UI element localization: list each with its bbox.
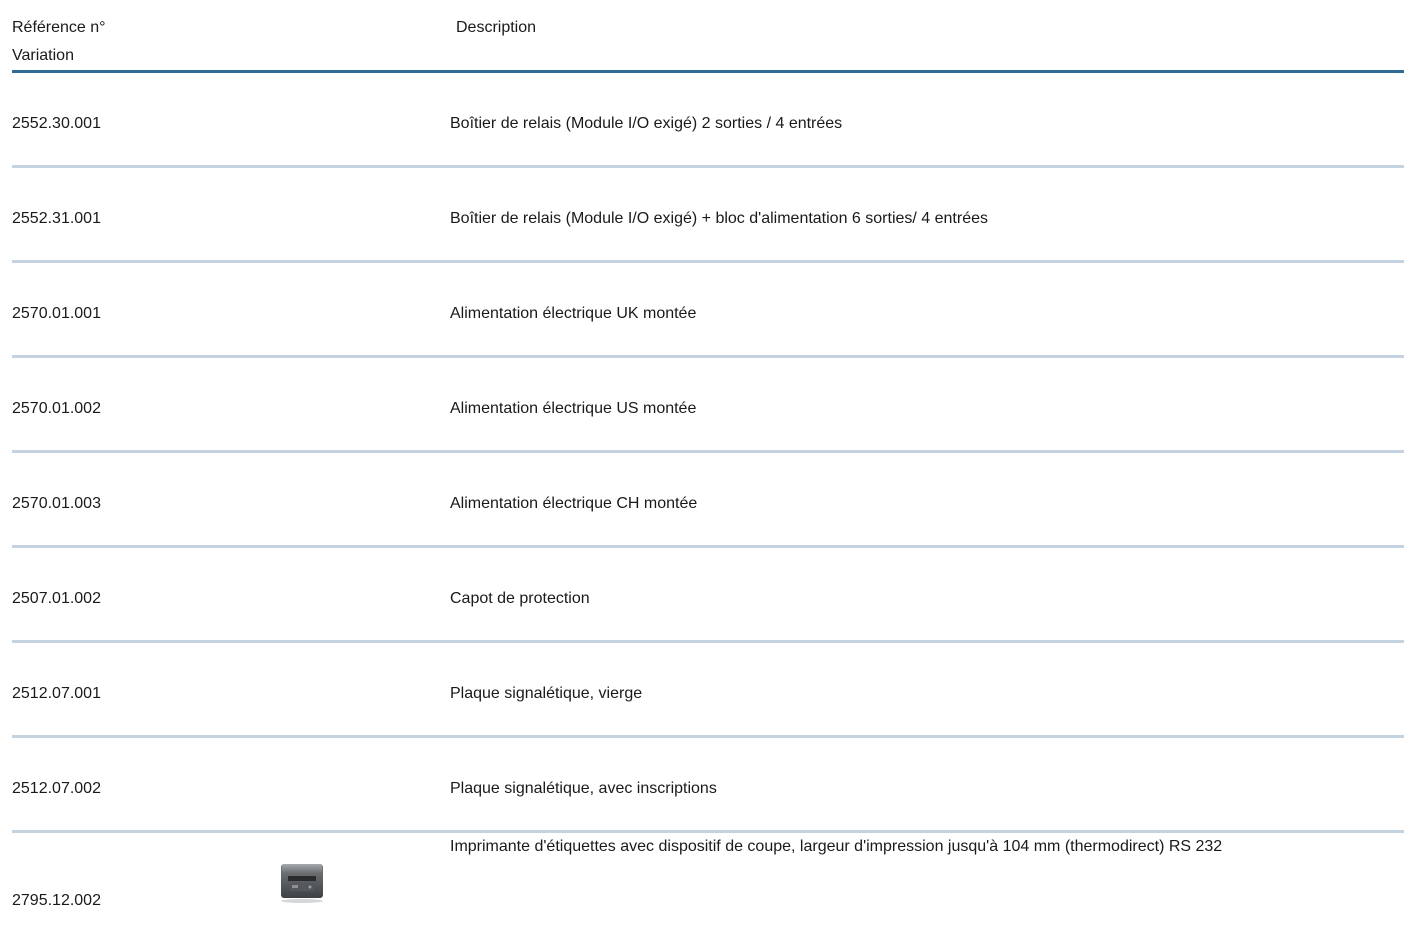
row-description: Plaque signalétique, vierge [450,685,643,702]
row-reference: 2570.01.002 [12,400,101,417]
table-row [12,453,1404,548]
row-reference: 2507.01.002 [12,590,101,607]
table-header [12,0,1404,73]
table-row [12,168,1404,263]
row-reference: 2512.07.001 [12,685,101,702]
table-body [12,73,1404,933]
header-description: Description [456,19,537,36]
row-reference: 2795.12.002 [12,892,101,909]
row-reference: 2570.01.001 [12,305,101,322]
header-reference-line1: Référence n° [12,19,106,36]
table-row [12,263,1404,358]
row-reference: 2552.30.001 [12,115,101,132]
row-description: Alimentation électrique US montée [450,400,697,417]
header-reference [12,14,106,70]
row-description: Imprimante d'étiquettes avec dispositif de coupe, largeur d'impression jusqu'à 104 mm (thermodirect) RS 232 [450,838,1223,855]
row-description: Plaque signalétique, avec inscriptions [450,780,717,797]
label-printer-image [278,860,326,904]
row-description: Boîtier de relais (Module I/O exigé) + bloc d'alimentation 6 sorties/ 4 entrées [450,210,988,227]
row-reference: 2552.31.001 [12,210,101,227]
row-description: Capot de protection [450,590,590,607]
table-row [12,643,1404,738]
row-description: Alimentation électrique CH montée [450,495,698,512]
header-reference-line2: Variation [12,47,74,64]
row-reference: 2570.01.003 [12,495,101,512]
row-reference: 2512.07.002 [12,780,101,797]
table-row [12,548,1404,643]
table-row [12,358,1404,453]
table-row [12,833,1404,933]
table-row [12,73,1404,168]
table-row [12,738,1404,833]
row-description: Alimentation électrique UK montée [450,305,697,322]
row-description: Boîtier de relais (Module I/O exigé) 2 sorties / 4 entrées [450,115,843,132]
